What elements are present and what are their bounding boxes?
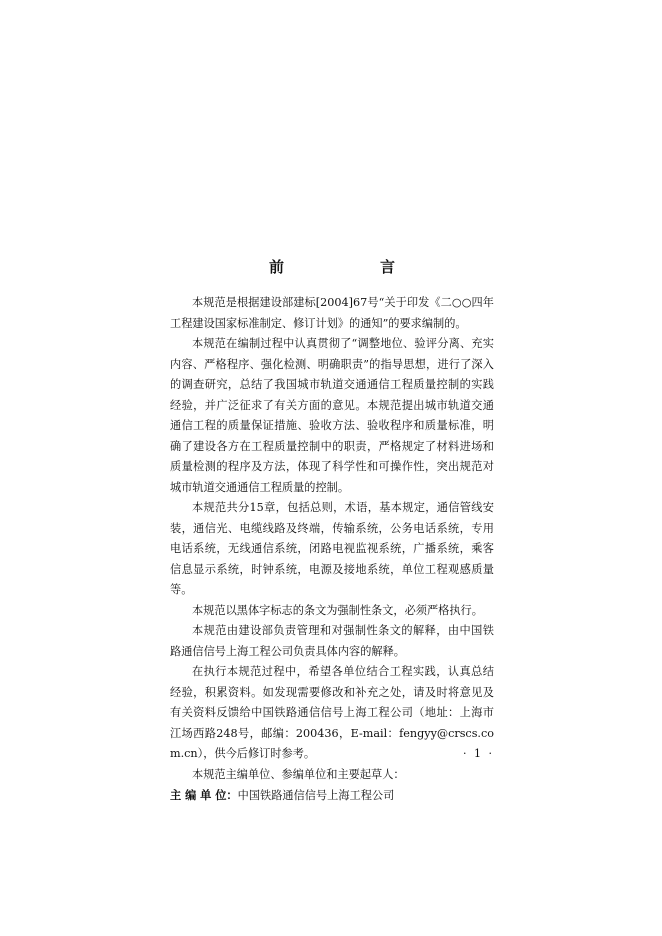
preface-paragraph-2: 本规范在编制过程中认真贯彻了“调整地位、验评分离、充实内容、严格程序、强化检测、明确职责”的指导思想，进行了深入的调查研究，总结了我国城市轨道交通通信工程质量控制的实践经验，并广泛征求了有关方面的意见。本规范提出城市轨道交通通信工程的质量保证措施、验收方法、验收程序和质量标准，明确了建设各方在工程质量控制中的职责，严格规定了材料进场和质量检测的程序及方法，体现了科学性和可操作性，突出规范对城市轨道交通通信工程质量的控制。 (170, 337, 494, 494)
preface-paragraph-4: 本规范以黑体字标志的条文为强制性条文，必须严格执行。 (192, 603, 483, 617)
page-number: · 1 · (463, 747, 494, 760)
preface-paragraph-5: 本规范由建设部负责管理和对强制性条文的解释，由中国铁路通信信号上海工程公司负责具体内容的解释。 (170, 624, 494, 658)
chief-editor-label: 主 编 单 位： (170, 788, 238, 802)
page-heading: 前 言 (268, 258, 417, 276)
preface-body (170, 293, 494, 807)
preface-paragraph-3: 本规范共分15章，包括总则，术语，基本规定，通信管线安装，通信光、电缆线路及终端，传输系统，公务电话系统，专用电话系统，无线通信系统，闭路电视监视系统，广播系统，乘客信息显示系统，时钟系统，电源及接地系统，单位工程观感质量等。 (170, 501, 494, 596)
preface-paragraph-6: 在执行本规范过程中，希望各单位结合工程实践，认真总结经验，积累资料。如发现需要修改和补充之处，请及时将意见及有关资料反馈给中国铁路通信信号上海工程公司（地址：上海市江场西路248号，邮编：200436，E-mail：fengyy@crscs.com.cn），供今后修订时参考。 (170, 665, 494, 760)
chief-editor-line (170, 785, 494, 807)
preface-paragraph-7: 本规范主编单位、参编单位和主要起草人： (192, 767, 405, 781)
chief-editor-org: 中国铁路通信信号上海工程公司 (237, 789, 395, 802)
preface-paragraph-1: 本规范是根据建设部建标[2004]67号“关于印发《二○○四年工程建设国家标准制定、修订计划》的通知”的要求编制的。 (170, 296, 494, 330)
